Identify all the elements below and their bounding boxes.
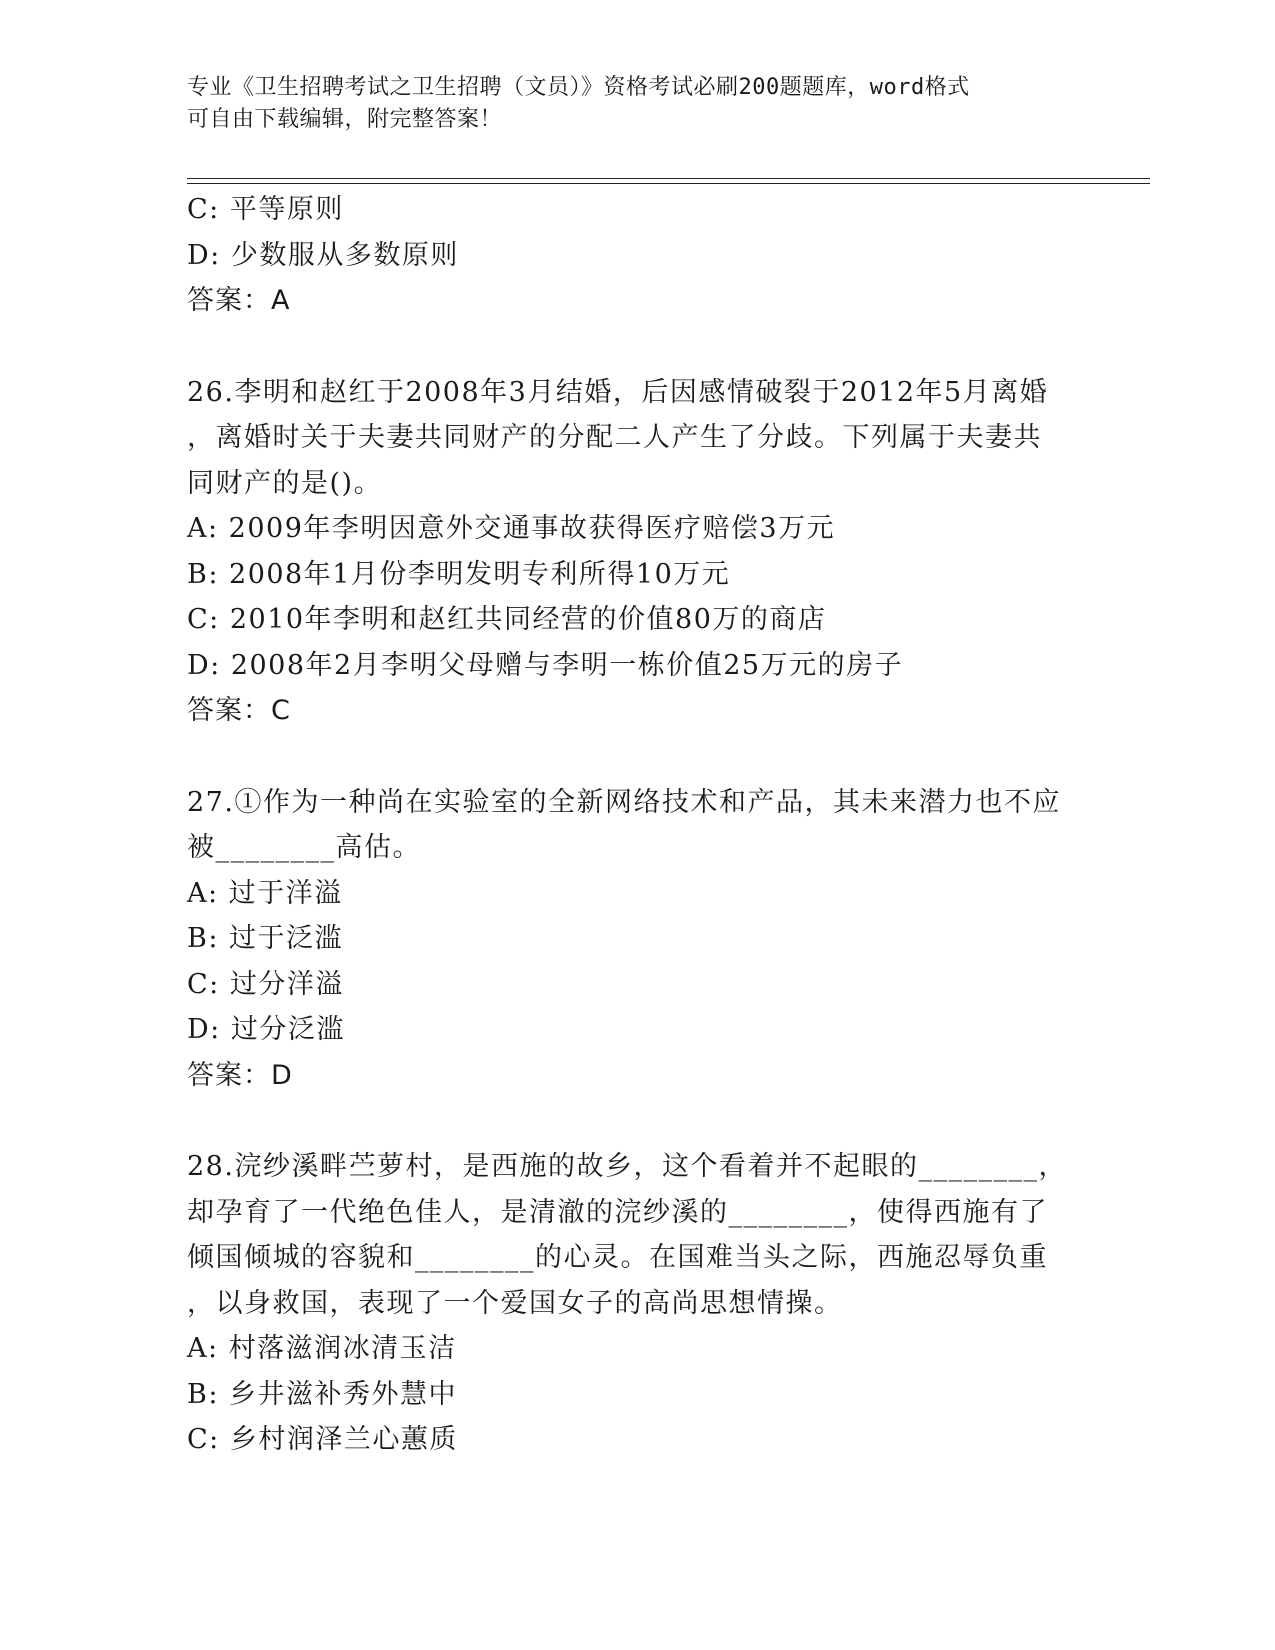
question-text-line: 27.①作为一种尚在实验室的全新网络技术和产品，其未来潜力也不应 (187, 786, 1061, 818)
spacer (187, 1098, 1077, 1144)
option-c: C: 乡村润泽兰心蕙质 (187, 1424, 458, 1455)
option-c: C: 过分洋溢 (187, 968, 344, 1000)
spacer (187, 324, 1077, 370)
option-d: D: 少数服从多数原则 (187, 239, 459, 271)
question-text-line: 倾国倾城的容貌和________的心灵。在国难当头之际，西施忍辱负重 (187, 1242, 1048, 1273)
header-divider (187, 178, 1150, 184)
question-text-line: 26.李明和赵红于2008年3月结婚，后因感情破裂于2012年5月离婚 (187, 376, 1049, 408)
option-c: C: 2010年李明和赵红共同经营的价值80万的商店 (187, 604, 827, 635)
question-text-line: ，离婚时关于夫妻共同财产的分配二人产生了分歧。下列属于夫妻共 (187, 422, 1042, 453)
option-d: D: 2008年2月李明父母赠与李明一栋价值25万元的房子 (187, 649, 904, 681)
option-a: A: 过于洋溢 (187, 877, 343, 909)
option-d: D: 过分泛滥 (187, 1014, 345, 1045)
answer-line: 答案：C (187, 695, 291, 726)
spacer (187, 734, 1077, 780)
header-title-line-2: 可自由下载编辑，附完整答案！ (187, 107, 503, 132)
question-text-line: ，以身救国，表现了一个爱国女子的高尚思想情操。 (187, 1287, 843, 1319)
question-text-line: 被________高估。 (187, 832, 421, 863)
question-text-line: 28.浣纱溪畔苎萝村，是西施的故乡，这个看着并不起眼的________， (187, 1151, 1067, 1182)
question-text-line: 同财产的是()。 (187, 467, 383, 499)
question-27 (187, 780, 1077, 1099)
answer-line: 答案：D (187, 1059, 293, 1091)
question-28 (187, 1144, 1077, 1463)
question-26 (187, 370, 1077, 734)
option-c: C: 平等原则 (187, 194, 344, 225)
option-b: B: 过于泛滥 (187, 923, 344, 954)
prev-question (187, 187, 1077, 324)
option-a: A: 村落滋润冰清玉洁 (187, 1333, 457, 1364)
option-a: A: 2009年李明因意外交通事故获得医疗赔偿3万元 (187, 513, 836, 544)
question-text-line: 却孕育了一代绝色佳人，是清澈的浣纱溪的________，使得西施有了 (187, 1196, 1048, 1228)
option-b: B: 乡井滋补秀外慧中 (187, 1378, 458, 1410)
answer-line: 答案：A (187, 285, 291, 316)
option-b: B: 2008年1月份李明发明专利所得10万元 (187, 558, 731, 590)
question-content (187, 187, 1077, 1463)
header-title-line-1: 专业《卫生招聘考试之卫生招聘（文员）》资格考试必刷200题题库，word格式 (187, 75, 970, 100)
page-header (187, 72, 1067, 136)
